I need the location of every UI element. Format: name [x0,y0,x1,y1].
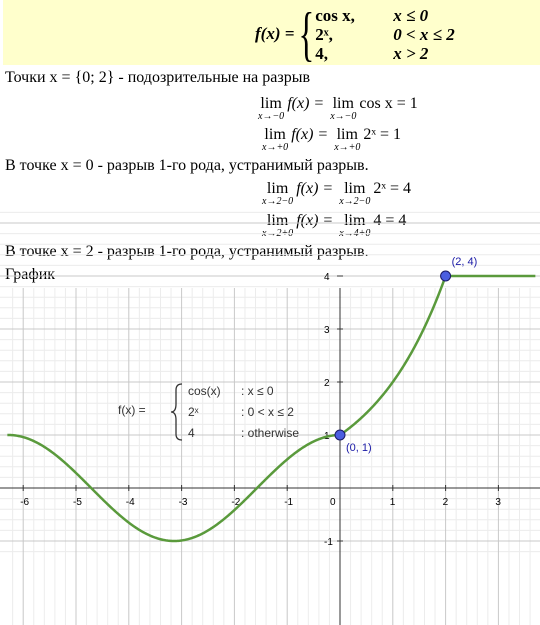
caption-case-expr: cos(x) [188,384,221,398]
lim-mid: f(x) = [296,212,334,229]
x-tick-label: -5 [73,497,82,508]
lim-sub: x→+0 [334,142,361,153]
caption-case-expr: 2ˣ [188,405,199,419]
lim-rhs: 2ˣ = 1 [363,126,402,143]
graph-heading: График [5,266,56,283]
y-tick-label: 1 [324,431,330,442]
lim-mid: f(x) = [287,95,325,112]
lim-word: lim [266,212,289,229]
lim-sub: x→2+0 [262,228,294,239]
lim-word: lim [264,126,286,143]
lim-word: lim [332,95,354,112]
x-tick-label: -6 [20,497,30,508]
x-tick-label: -1 [284,497,294,508]
lim-word: lim [266,180,289,197]
point-label: (0, 1) [346,442,372,454]
left-brace: { [298,1,315,67]
y-tick-label: 2 [324,378,330,389]
case-expr: 2ˣ, [315,24,333,44]
conclusion-x2: В точке x = 2 - разрыв 1-го рода, устранимый разрыв. [5,243,369,260]
lim-word: lim [260,95,282,112]
limit-row [262,127,401,153]
case-cond: x > 2 [393,43,429,63]
point-marker [335,430,345,440]
x-tick-label: 0 [330,497,336,508]
caption-case-cond: : 0 < x ≤ 2 [241,405,294,419]
definition-lhs: f(x) = [255,24,295,43]
lim-word: lim [344,212,366,229]
caption-case-expr: 4 [188,426,195,440]
point-marker [441,271,451,281]
y-tick-label: 3 [324,325,330,336]
case-cond: x ≤ 0 [393,5,429,25]
x-tick-label: -3 [178,497,188,508]
lim-mid: f(x) = [291,126,329,143]
definition-cases [315,6,475,63]
lim-word: lim [344,180,366,197]
suspicious-points-text: Точки x = {0; 2} - подозрительные на разрыв [5,69,310,86]
caption-lhs: f(x) = [118,403,146,417]
x-tick-label: 1 [389,497,396,508]
lim-mid: f(x) = [296,180,334,197]
limit-row [262,181,411,207]
case-expr: cos x, [315,5,355,25]
x-tick-label: -2 [231,497,241,508]
limit-row [262,213,406,239]
lim-sub: x→−0 [258,111,285,122]
lim-sub: x→4+0 [339,228,371,239]
x-tick-label: 2 [442,497,449,508]
caption-case-cond: : x ≤ 0 [241,384,274,398]
point-label: (2, 4) [451,256,478,268]
x-tick-label: -4 [125,497,135,508]
limit-row [258,96,418,122]
y-tick-label: 4 [324,272,330,283]
piecewise-definition [255,1,475,67]
lim-word: lim [336,126,358,143]
lim-sub: x→−0 [330,111,357,122]
y-tick-label: -1 [324,537,333,548]
lim-sub: x→2−0 [339,196,371,207]
lim-rhs: cos x = 1 [359,95,418,112]
axes [0,276,540,625]
caption-case-cond: : otherwise [241,426,300,440]
x-tick-label: 3 [495,497,501,508]
lim-rhs: 2ˣ = 4 [373,180,412,197]
conclusion-x0: В точке x = 0 - разрыв 1-го рода, устранимый разрыв. [5,157,369,174]
lim-sub: x→+0 [262,142,289,153]
case-cond: 0 < x ≤ 2 [393,24,455,44]
lim-sub: x→2−0 [262,196,294,207]
lim-rhs: 4 = 4 [373,212,407,229]
case-expr: 4, [315,43,328,63]
